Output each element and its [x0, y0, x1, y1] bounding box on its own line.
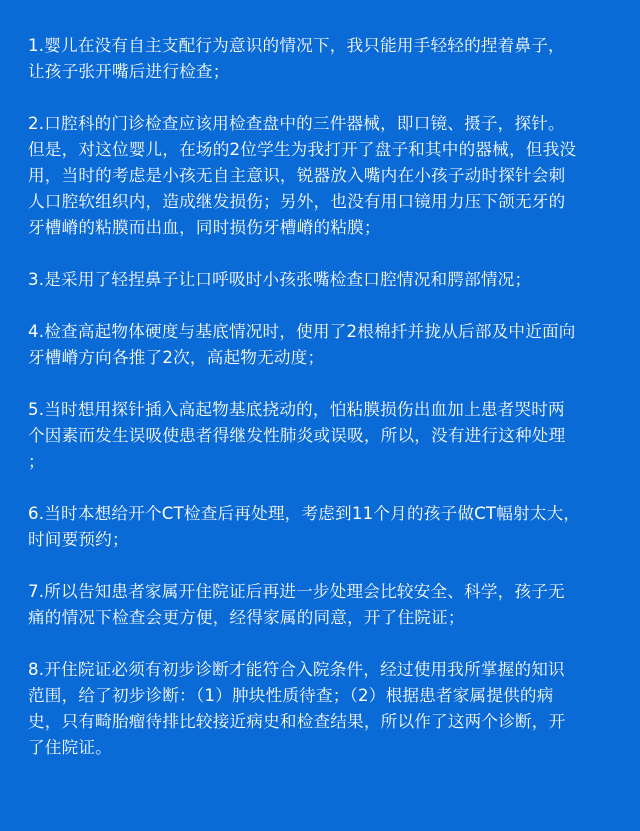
paragraph-7: 7.所以告知患者家属开住院证后再进一步处理会比较安全、科学，孩子无 痛的情况下检查会更方便，经得家属的同意，开了住院证；	[28, 582, 565, 627]
paragraph-8: 8.开住院证必须有初步诊断才能符合入院条件，经过使用我所掌握的知识 范围，给了初步诊断：（1）肿块性质待查；（2）根据患者家属提供的病 史，只有畸胎瘤待排比较接近病史和检查结果，所以作了这两个诊断，开 了住院证。	[28, 660, 566, 757]
paragraph-2: 2.口腔科的门诊检查应该用检查盘中的三件器械，即口镜、摄子，探针。 但是，对这位婴儿，在场的2位学生为我打开了盘子和其中的器械，但我没 用，当时的考虑是小孩无自主意识，锐器放入嘴内在小孩子动时探针会刺 人口腔软组织内，造成继发损伤；另外，也没有用口镜用力压下颌无牙的 牙槽嵴的粘膜而出血，同时损伤牙槽嵴的粘膜；	[28, 114, 577, 237]
paragraph-5: 5.当时想用探针插入高起物基底挠动的，怕粘膜损伤出血加上患者哭时两 个因素而发生误吸使患者得继发性肺炎或误吸，所以，没有进行这种处理 ；	[28, 400, 566, 471]
paragraph-4: 4.检查高起物体硬度与基底情况时，使用了2根棉扦并拢从后部及中近面向 牙槽嵴方向各推了2次，高起物无动度；	[28, 322, 576, 367]
paragraph-3: 3.是采用了轻捏鼻子让口呼吸时小孩张嘴检查口腔情况和腭部情况；	[28, 270, 532, 289]
paragraph-6: 6.当时本想给开个CT检查后再处理，考虑到11个月的孩子做CT幅射太大， 时间要预约；	[28, 504, 581, 549]
paragraph-1: 1.婴儿在没有自主支配行为意识的情况下，我只能用手轻轻的捏着鼻子， 让孩子张开嘴后进行检查；	[28, 36, 565, 81]
